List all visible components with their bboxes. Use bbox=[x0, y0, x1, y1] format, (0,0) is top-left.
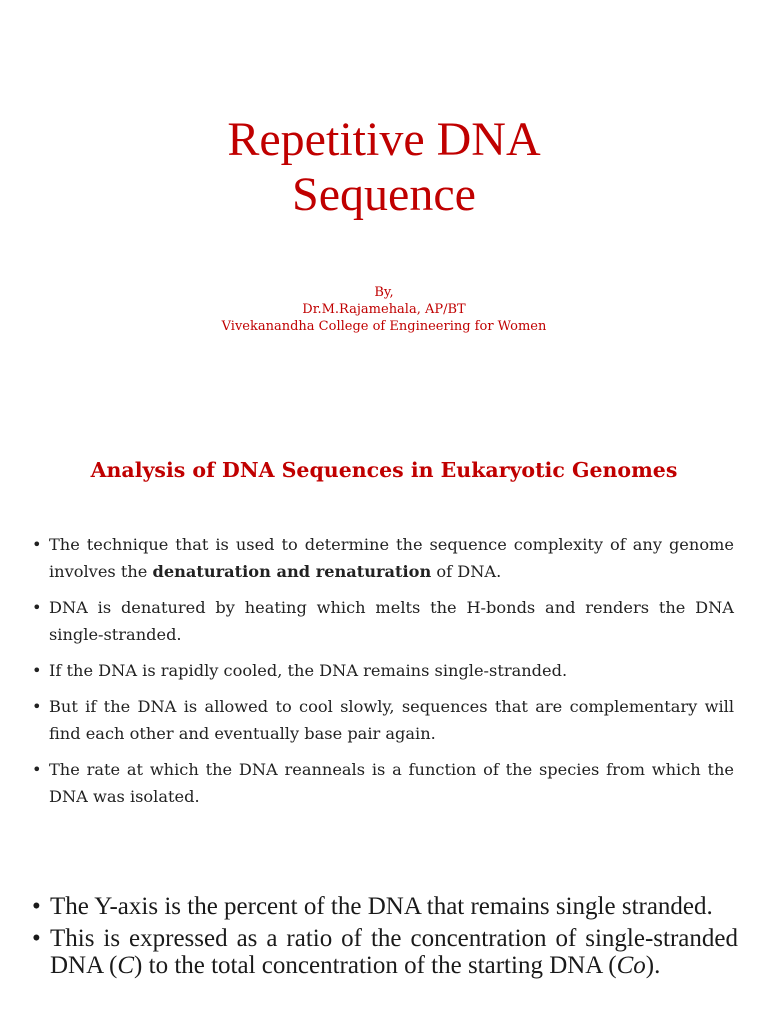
bullet-italic-text: C bbox=[117, 952, 135, 979]
slide-title-line-1: Repetitive DNA bbox=[227, 113, 541, 166]
bullet-text: ). bbox=[645, 952, 661, 979]
byline bbox=[0, 284, 768, 335]
bullet-text: of DNA. bbox=[431, 562, 502, 581]
bullet-list bbox=[32, 531, 734, 819]
slide-title-line-2: Sequence bbox=[292, 168, 476, 221]
bullet-text: The technique that is used to determine the sequence complexity of any genome involves the bbox=[49, 535, 734, 581]
bullet-text: This is expressed as a ratio of the concentration of single-stranded DNA ( bbox=[50, 925, 738, 979]
section-heading: Analysis of DNA Sequences in Eukaryotic Genomes bbox=[90, 458, 678, 482]
byline-author: Dr.M.Rajamehala, AP/BT bbox=[302, 302, 466, 317]
bullet-item: • But if the DNA is allowed to cool slowly, sequences that are complementary will find each other and eventually base pair again. bbox=[32, 693, 734, 747]
bullet-item: • The Y-axis is the percent of the DNA that remains single stranded. bbox=[32, 893, 738, 920]
bullet-item bbox=[32, 925, 738, 979]
bullet-italic-text: Co bbox=[616, 952, 646, 979]
bullet-item: • DNA is denatured by heating which melts the H-bonds and renders the DNA single-stranded. bbox=[32, 594, 734, 648]
bullet-item: • If the DNA is rapidly cooled, the DNA remains single-stranded. bbox=[32, 657, 734, 684]
bullet-text: ) to the total concentration of the starting DNA ( bbox=[134, 952, 617, 979]
byline-institution: Vivekanandha College of Engineering for Women bbox=[221, 319, 547, 334]
bullet-list-large bbox=[32, 893, 738, 984]
slide-title bbox=[0, 112, 768, 222]
bullet-bold-text: denaturation and renaturation bbox=[152, 562, 432, 581]
byline-by: By, bbox=[374, 285, 394, 300]
bullet-item: • The rate at which the DNA reanneals is a function of the species from which the DNA was isolated. bbox=[32, 756, 734, 810]
bullet-item bbox=[32, 531, 734, 585]
